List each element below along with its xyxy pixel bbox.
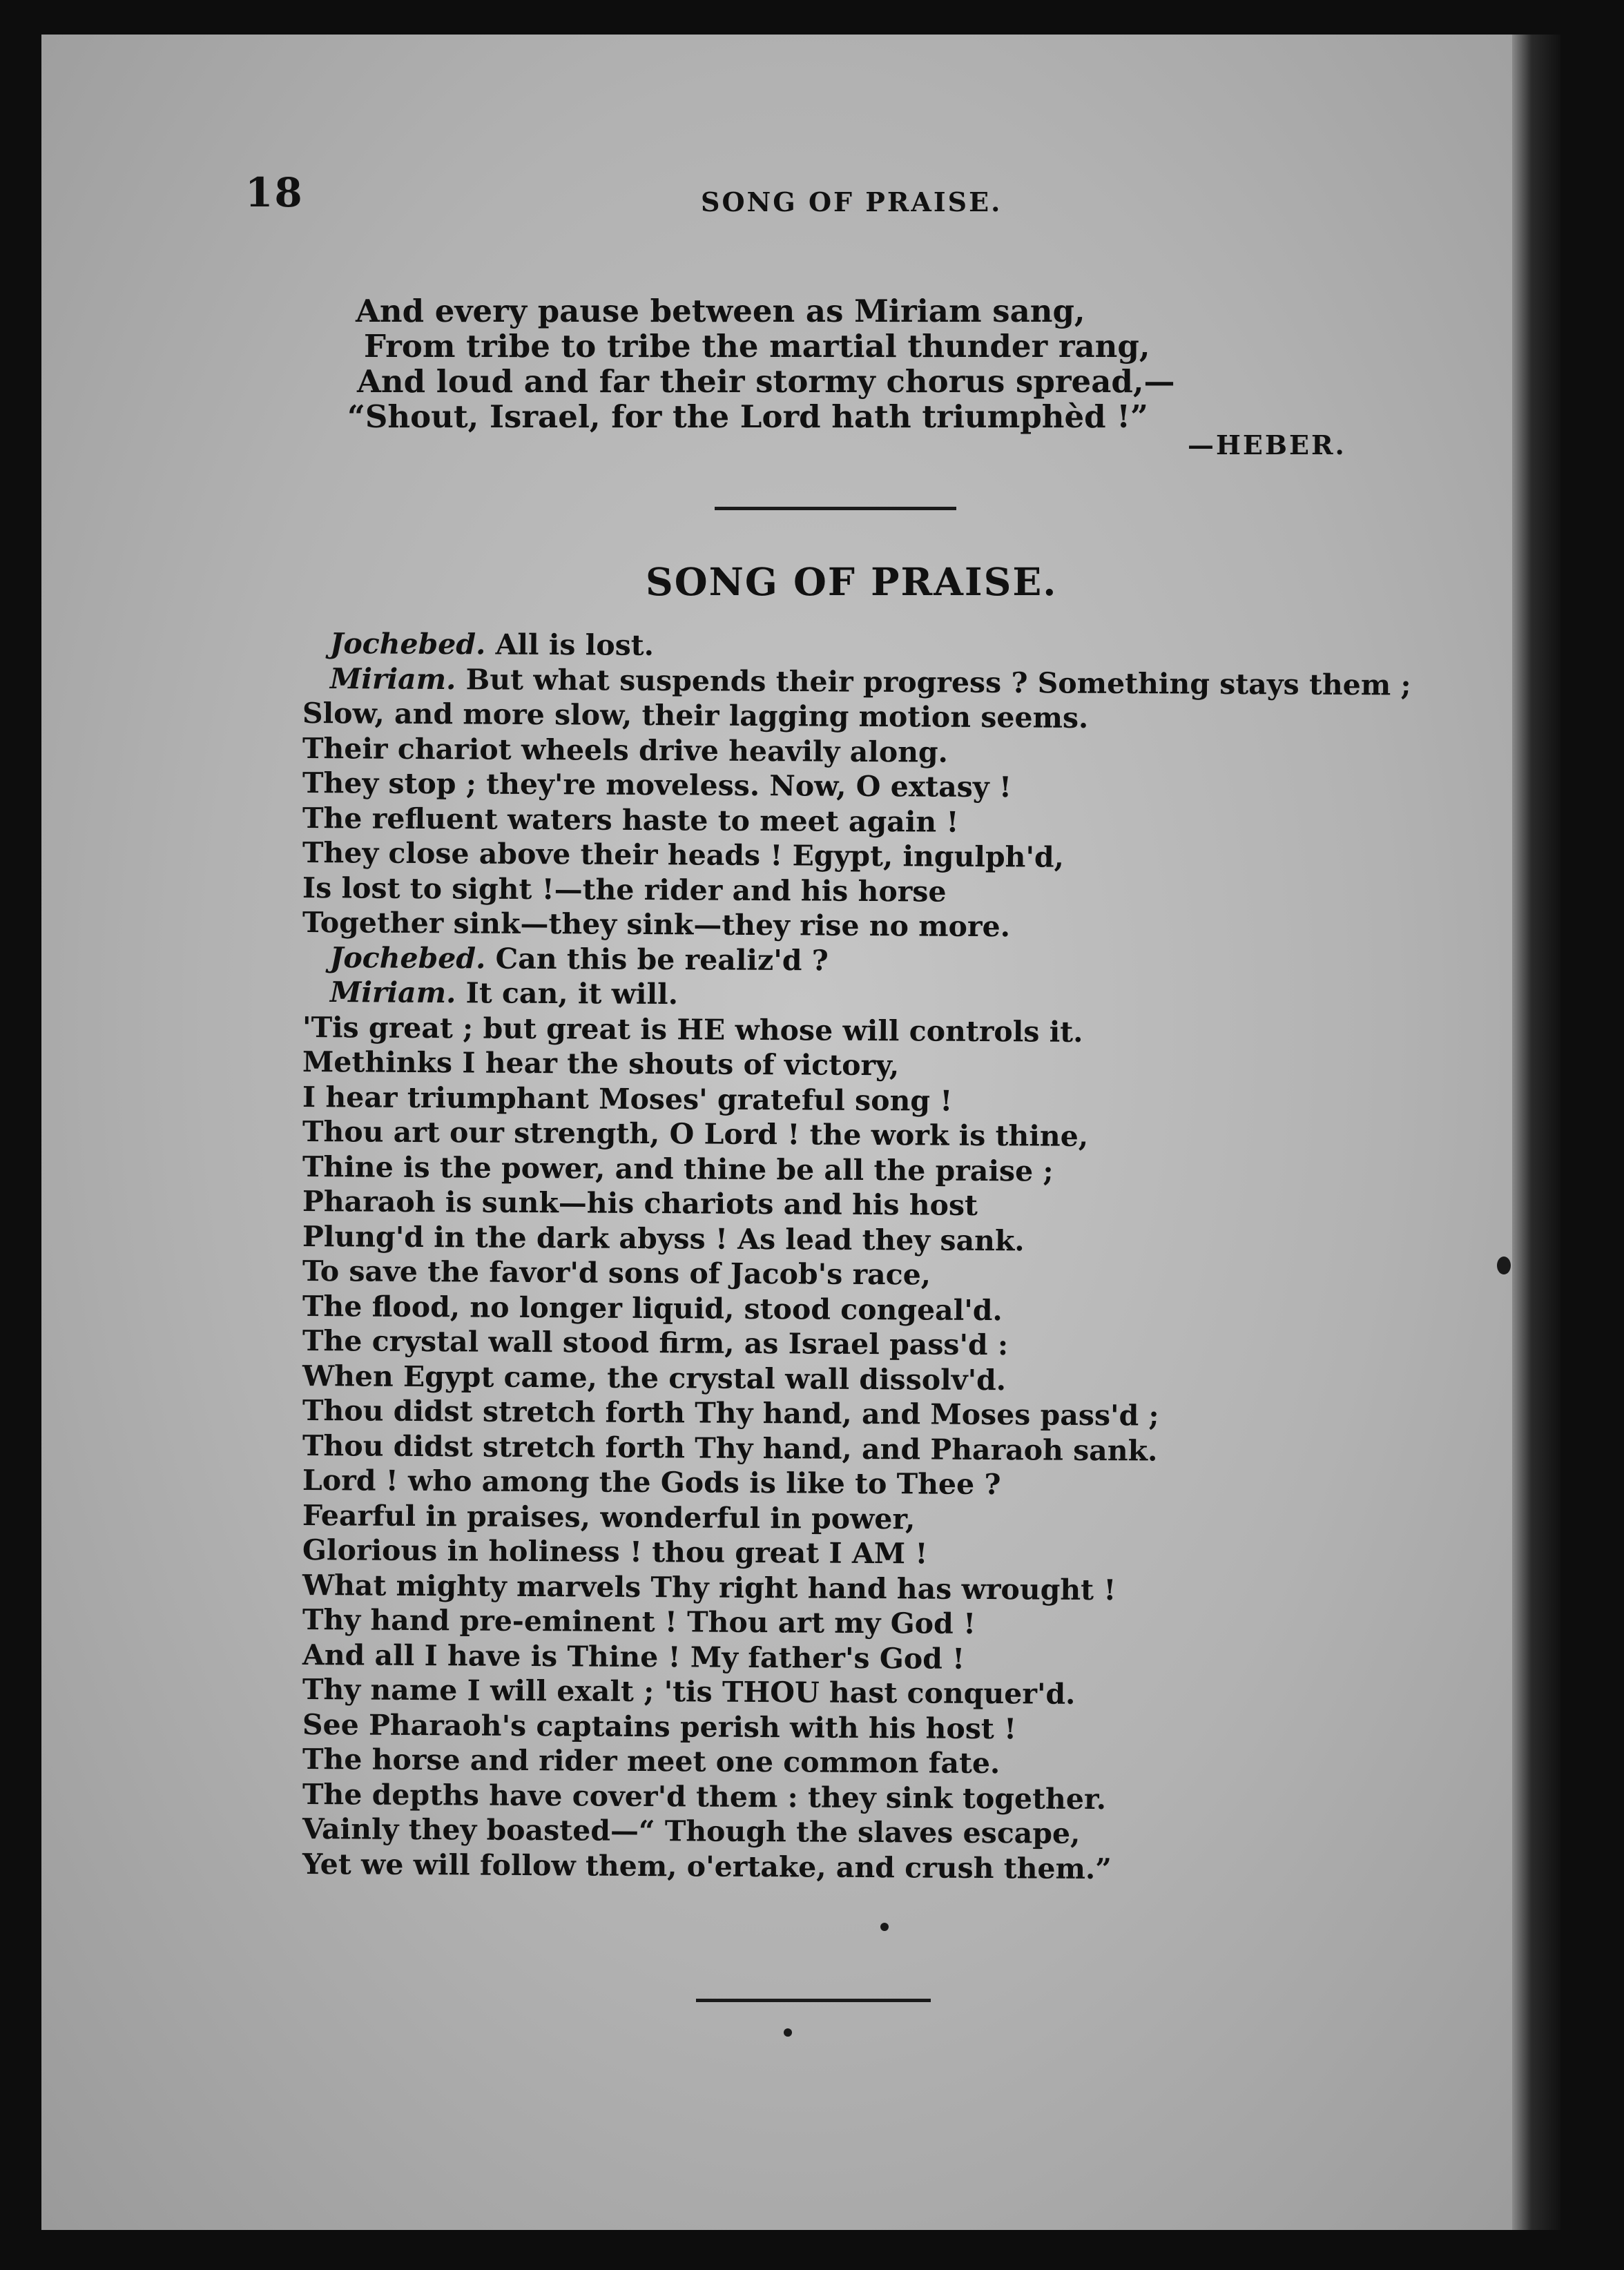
speaker-name: Jochebed. — [329, 940, 486, 975]
poem-line-text: Vainly they boasted—“ Though the slaves escape, — [302, 1812, 1081, 1850]
poem-line — [302, 1463, 1411, 1504]
poem-line-text: Thou didst stretch forth Thy hand, and Pharaoh sank. — [302, 1428, 1158, 1468]
speaker-name: Jochebed. — [329, 627, 486, 661]
speaker-name: Miriam. — [329, 661, 456, 696]
poem-line-text: Together sink—they sink—they rise no more. — [302, 906, 1011, 944]
end-divider — [696, 1999, 931, 2002]
epigraph-line: “Shout, Israel, for the Lord hath triumphèd !” — [347, 398, 1148, 435]
poem-line — [302, 1393, 1411, 1435]
poem-line-text: Pharaoh is sunk—his chariots and his host — [302, 1185, 978, 1222]
poem-line-text: Thine is the power, and thine be all the praise ; — [302, 1149, 1054, 1188]
ink-blot — [1497, 1257, 1511, 1274]
poem-line — [302, 1812, 1411, 1853]
poem-line-text: Slow, and more slow, their lagging motion seems. — [302, 697, 1089, 735]
poem-line-text: Is lost to sight !—the rider and his horse — [302, 871, 947, 909]
poem-line-text: The refluent waters haste to meet again ! — [302, 801, 959, 839]
epigraph-line: And every pause between as Miriam sang, — [356, 293, 1085, 329]
poem-line — [302, 1184, 1411, 1225]
poem-line-text: See Pharaoh's captains perish with his host ! — [302, 1707, 1017, 1745]
epigraph-line: And loud and far their stormy chorus spread,— — [357, 363, 1175, 400]
book-spine-shadow — [1512, 35, 1560, 2230]
poem-line-text: Their chariot wheels drive heavily along. — [302, 731, 949, 769]
poem-line — [302, 1114, 1411, 1156]
poem-line-text: Thou didst stretch forth Thy hand, and Moses pass'd ; — [302, 1394, 1159, 1433]
poem-line-text: Fearful in praises, wonderful in power, — [302, 1498, 916, 1535]
poem-line-text: Plung'd in the dark abyss ! As lead they sank. — [302, 1219, 1025, 1257]
poem-line-text: Thy name I will exalt ; 'tis THOU hast conquer'd. — [302, 1673, 1076, 1711]
poem-line — [302, 766, 1411, 807]
poem-line-text: But what suspends their progress ? Something stays them ; — [456, 662, 1411, 702]
book-page — [41, 35, 1560, 2230]
poem-line — [330, 626, 1411, 668]
poem-line-text: The horse and rider meet one common fate. — [302, 1743, 1000, 1781]
epigraph-attribution: —HEBER. — [1188, 429, 1346, 460]
poem-line-text: Methinks I hear the shouts of victory, — [302, 1045, 900, 1083]
poem-line — [302, 1742, 1411, 1783]
poem-line — [302, 1045, 1411, 1086]
poem-line — [302, 1323, 1411, 1365]
poem-line — [302, 696, 1411, 737]
poem-line-text: And all I have is Thine ! My father's God ! — [302, 1638, 965, 1676]
poem-title: SONG OF PRAISE. — [646, 559, 1058, 604]
poem-line-text: The depths have cover'd them : they sink together. — [302, 1777, 1107, 1816]
section-divider — [715, 507, 956, 510]
poem-line-text: The crystal wall stood firm, as Israel pass'd : — [302, 1324, 1009, 1362]
ink-dot — [784, 2028, 792, 2037]
poem-body — [302, 626, 1411, 1885]
poem-line-text: To save the favor'd sons of Jacob's race, — [302, 1254, 931, 1292]
poem-line — [302, 1672, 1411, 1714]
poem-line — [330, 975, 1411, 1016]
running-head: SONG OF PRAISE. — [701, 186, 1003, 217]
poem-line-text: When Egypt came, the crystal wall dissolv'd. — [302, 1359, 1007, 1397]
poem-line-text: The flood, no longer liquid, stood congeal'd. — [302, 1289, 1003, 1327]
poem-line-text: Thou art our strength, O Lord ! the work is thine, — [302, 1115, 1089, 1153]
poem-line — [302, 1254, 1411, 1295]
poem-line-text: 'Tis great ; but great is HE whose will controls it. — [302, 1010, 1083, 1049]
poem-line — [302, 1602, 1411, 1644]
poem-line-text: What mighty marvels Thy right hand has wrought ! — [302, 1568, 1116, 1607]
page-number: 18 — [245, 169, 304, 216]
poem-line — [330, 661, 1411, 703]
poem-line-text: I hear triumphant Moses' grateful song ! — [302, 1080, 953, 1118]
ink-dot — [880, 1923, 889, 1931]
poem-line-text: Can this be realiz'd ? — [485, 941, 829, 977]
speaker-name: Miriam. — [329, 976, 456, 1010]
epigraph-line: From tribe to tribe the martial thunder rang, — [364, 328, 1150, 365]
poem-line-text: All is lost. — [485, 628, 655, 662]
poem-line-text: Yet we will follow them, o'ertake, and crush them.” — [302, 1847, 1112, 1885]
poem-line-text: Glorious in holiness ! thou great I AM ! — [302, 1533, 928, 1571]
poem-line — [302, 835, 1411, 877]
poem-line-text: Thy hand pre-eminent ! Thou art my God ! — [302, 1603, 976, 1640]
poem-line-text: It can, it will. — [456, 976, 679, 1011]
poem-line-text: They stop ; they're moveless. Now, O extasy ! — [302, 766, 1012, 804]
poem-line-text: They close above their heads ! Egypt, ingulph'd, — [302, 836, 1065, 874]
poem-line-text: Lord ! who among the Gods is like to Thee ? — [302, 1464, 1001, 1502]
poem-line — [302, 1533, 1411, 1574]
epigraph-stanza — [347, 293, 1175, 435]
poem-line — [302, 1847, 1411, 1888]
